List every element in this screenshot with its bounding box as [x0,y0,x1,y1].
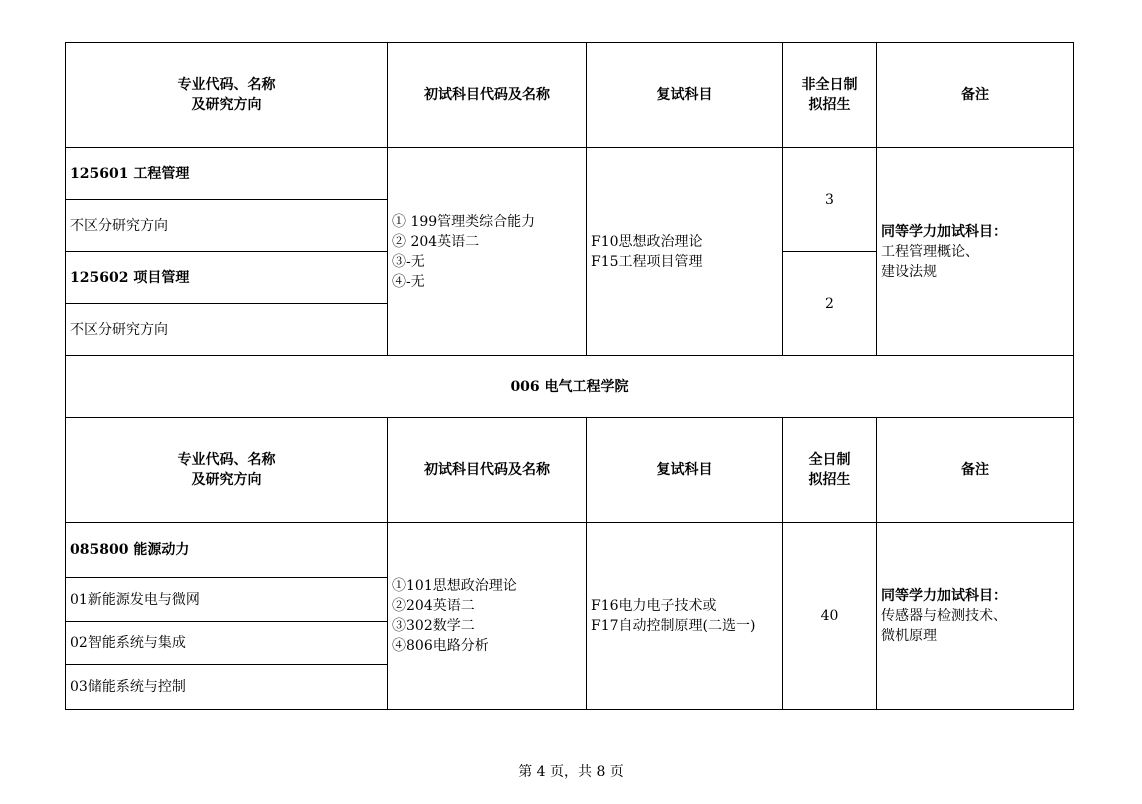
initial-exam-cell: ①101思想政治理论 ②204英语二 ③302数学二 ④806电路分析 [388,523,587,710]
header-retest: 复试科目 [587,418,783,523]
school-row [66,356,1074,418]
header-notes: 备注 [877,43,1074,148]
header-row [66,43,1074,148]
notes-cell: 同等学力加试科目： 传感器与检测技术、 微机原理 [877,523,1074,710]
research-direction: 03储能系统与控制 [66,665,388,710]
header-retest: 复试科目 [587,43,783,148]
research-direction: 不区分研究方向 [66,304,388,356]
table-row [66,523,1074,578]
major-code-name: 125602 项目管理 [66,252,388,304]
page-number: 第 4 页，共 8 页 [518,764,624,780]
quota-value: 2 [783,252,877,356]
header-major: 专业代码、名称 及研究方向 [66,43,388,148]
header-quota: 全日制 拟招生 [783,418,877,523]
header-initial-exam: 初试科目代码及名称 [388,418,587,523]
research-direction: 01新能源发电与微网 [66,578,388,622]
header-row [66,418,1074,523]
quota-value: 3 [783,148,877,252]
header-quota: 非全日制 拟招生 [783,43,877,148]
research-direction: 不区分研究方向 [66,200,388,252]
initial-exam-cell: ① 199管理类综合能力 ② 204英语二 ③-无 ④-无 [388,148,587,356]
research-direction: 02智能系统与集成 [66,622,388,665]
retest-cell: F16电力电子技术或 F17自动控制原理(二选一) [587,523,783,710]
table-row [66,148,1074,200]
major-code-name: 085800 能源动力 [66,523,388,578]
school-title: 006 电气工程学院 [66,356,1074,418]
notes-cell: 同等学力加试科目： 工程管理概论、 建设法规 [877,148,1074,356]
major-code-name: 125601 工程管理 [66,148,388,200]
header-major: 专业代码、名称 及研究方向 [66,418,388,523]
quota-value: 40 [783,523,877,710]
retest-cell: F10思想政治理论 F15工程项目管理 [587,148,783,356]
header-initial-exam: 初试科目代码及名称 [388,43,587,148]
header-notes: 备注 [877,418,1074,523]
enrollment-table [65,42,1074,710]
